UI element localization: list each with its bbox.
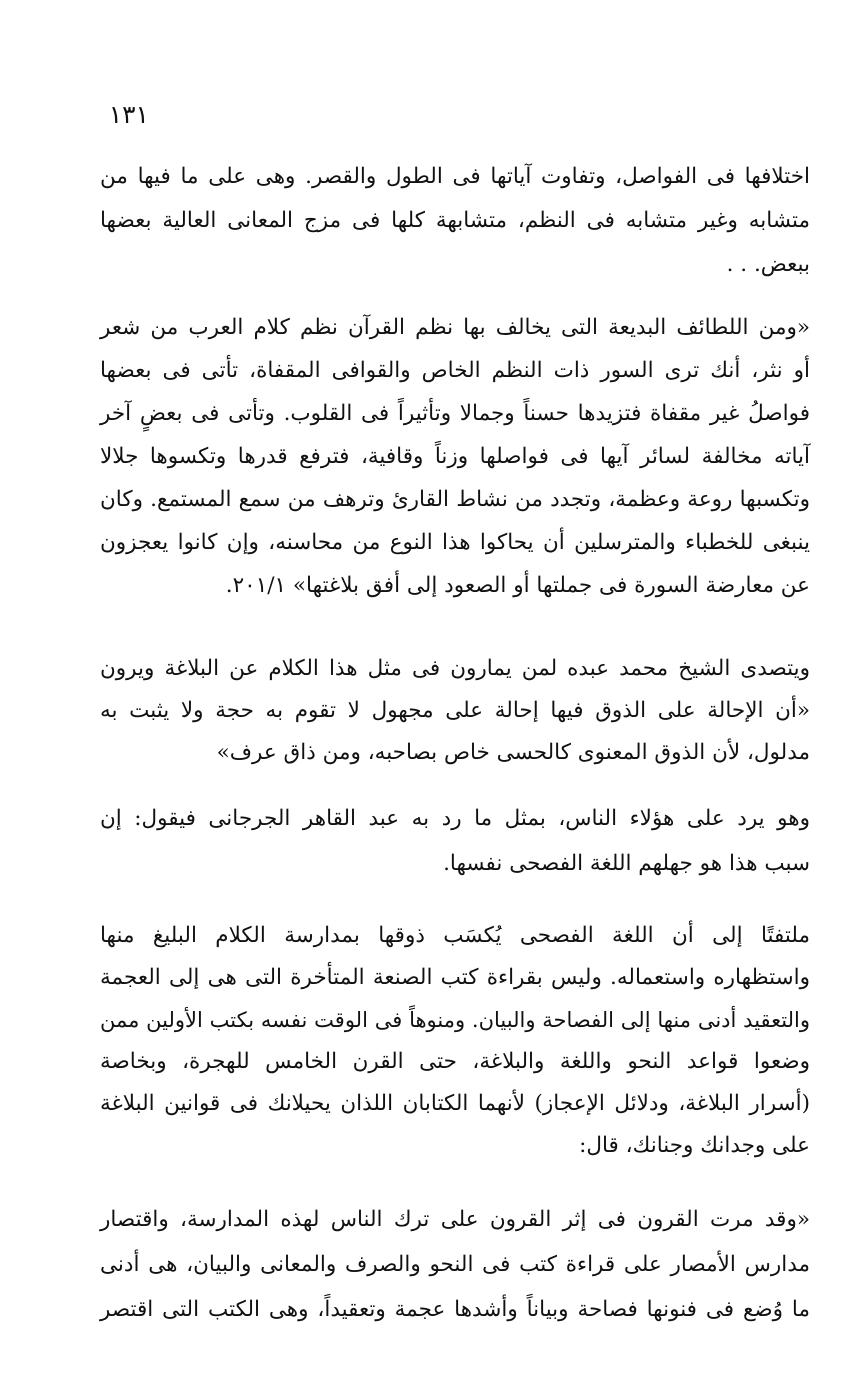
text-line: «ومن اللطائف البديعة التى يخالف بها نظم القرآن نظم كلام العرب من شعر <box>100 315 810 340</box>
paragraph-6 <box>100 1197 810 1332</box>
paragraph-2 <box>100 306 810 607</box>
text-line: «أن الإحالة على الذوق فيها إحالة على مجهول لا تقوم به حجة ولا يثبت به <box>100 698 810 723</box>
paragraph-4 <box>100 796 810 886</box>
text-line: آياته مخالفة لسائر آيها فى فواصلها وزناً وقافية، فترفع قدرها وتكسوها جلالا <box>100 444 810 469</box>
page-number: ١٣١ <box>108 100 149 129</box>
paragraph-3 <box>100 648 810 774</box>
text-line: ينبغى للخطباء والمترسلين أن يحاكوا هذا النوع من محاسنه، وإن كانوا يعجزون <box>100 530 810 555</box>
text-line: وضعوا قواعد النحو واللغة والبلاغة، حتى القرن الخامس للهجرة، وبخاصة <box>100 1049 810 1074</box>
text-line: وهو يرد على هؤلاء الناس، بمثل ما رد به عبد القاهر الجرجانى فيقول: إن <box>100 806 810 831</box>
text-line: على وجدانك وجنانك، قال: <box>579 1133 810 1158</box>
text-line: مدارس الأمصار على قراءة كتب فى النحو والصرف والمعانى والبيان، هى أدنى <box>100 1252 810 1277</box>
paragraph-5 <box>100 915 810 1167</box>
text-line: ما وُضع فى فنونها فصاحة وبياناً وأشدها عجمة وتعقيداً، وهى الكتب التى اقتصر <box>100 1297 810 1322</box>
text-line: والتعقيد أدنى منها إلى الفصاحة والبيان. ومنوهاً فى الوقت نفسه بكتب الأولين ممن <box>100 1008 810 1032</box>
text-line: «وقد مرت القرون فى إثر القرون على ترك الناس لهذه المدارسة، واقتصار <box>100 1207 810 1232</box>
text-line: (أسرار البلاغة، ودلائل الإعجاز) لأنهما الكتابان اللذان يحيلانك فى قوانين البلاغة <box>100 1091 810 1116</box>
text-line: مدلول، لأن الذوق المعنوى كالحسى خاص بصاحبه، ومن ذاق عرف» <box>216 740 810 765</box>
text-line: واستظهاره واستعماله. وليس بقراءة كتب الصنعة المتأخرة التى هى إلى العجمة <box>100 965 810 990</box>
text-line: أو نثر، أنك ترى السور ذات النظم الخاص والقوافى المقفاة، تأتى فى بعضها <box>100 358 810 383</box>
text-line: متشابه وغير متشابه فى النظم، متشابهة كلها فى مزج المعانى العالية بعضها <box>100 208 810 233</box>
text-line: فواصلُ غير مقفاة فتزيدها حسناً وجمالا وتأثيراً فى القلوب. وتأتى فى بعضٍ آخر <box>100 401 810 426</box>
text-line: ويتصدى الشيخ محمد عبده لمن يمارون فى مثل هذا الكلام عن البلاغة ويرون <box>100 656 810 681</box>
text-line: عن معارضة السورة فى جملتها أو الصعود إلى أفق بلاغتها» ٢٠١/١. <box>225 573 810 598</box>
text-line: سبب هذا هو جهلهم اللغة الفصحى نفسها. <box>443 851 810 876</box>
paragraph-1 <box>100 155 810 287</box>
text-line: اختلافها فى الفواصل، وتفاوت آياتها فى الطول والقصر. وهى على ما فيها من <box>100 164 810 189</box>
text-line: ملتفتًا إلى أن اللغة الفصحى يُكسَب ذوقها بمدارسة الكلام البليغ منها <box>100 923 810 948</box>
text-line: ببعض. . . <box>726 252 810 277</box>
text-line: وتكسبها روعة وعظمة، وتجدد من نشاط القارئ وترهف من سمع المستمع. وكان <box>100 487 810 512</box>
